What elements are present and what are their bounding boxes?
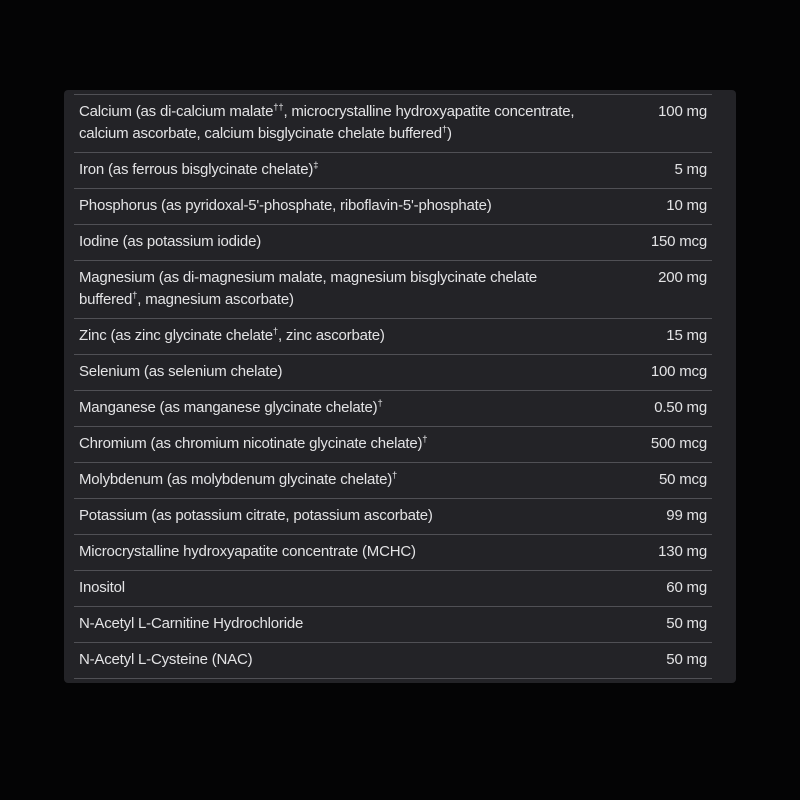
table-row bbox=[74, 570, 712, 606]
ingredient-name: Manganese (as manganese glycinate chelate)† bbox=[79, 398, 383, 416]
table-row bbox=[74, 642, 712, 678]
ingredient-name: Potassium (as potassium citrate, potassium ascorbate) bbox=[79, 507, 433, 524]
ingredient-amount: 60 mg bbox=[666, 579, 707, 596]
ingredient-amount: 100 mg bbox=[658, 103, 707, 120]
ingredient-name: Magnesium (as di-magnesium malate, magnesium bisglycinate chelate buffered†, magnesium ascorbate) bbox=[79, 269, 538, 308]
ingredient-name: Iodine (as potassium iodide) bbox=[79, 233, 262, 250]
ingredient-amount: 150 mcg bbox=[650, 233, 707, 250]
ingredient-amount: 100 mcg bbox=[650, 363, 707, 380]
ingredient-amount: 15 mg bbox=[666, 327, 707, 344]
table-row bbox=[74, 426, 712, 462]
table-row bbox=[74, 94, 712, 152]
ingredient-name: Zinc (as zinc glycinate chelate†, zinc ascorbate) bbox=[79, 326, 385, 344]
table-row bbox=[74, 188, 712, 224]
table-row bbox=[74, 498, 712, 534]
ingredient-name: Phosphorus (as pyridoxal-5'-phosphate, riboflavin-5'-phosphate) bbox=[79, 197, 492, 214]
ingredient-name: Inositol bbox=[79, 579, 125, 596]
ingredient-amount: 200 mg bbox=[658, 269, 707, 286]
table-row bbox=[74, 318, 712, 354]
ingredient-name: Iron (as ferrous bisglycinate chelate)‡ bbox=[79, 160, 319, 178]
ingredient-amount: 50 mg bbox=[666, 615, 707, 632]
ingredient-name: Selenium (as selenium chelate) bbox=[79, 363, 283, 380]
ingredient-name: N-Acetyl L-Carnitine Hydrochloride bbox=[79, 615, 304, 632]
ingredient-name: Molybdenum (as molybdenum glycinate chelate)† bbox=[79, 470, 398, 488]
ingredient-name: Microcrystalline hydroxyapatite concentrate (MCHC) bbox=[79, 543, 416, 560]
table-row bbox=[74, 260, 712, 318]
ingredient-amount: 10 mg bbox=[666, 197, 707, 214]
table-row bbox=[74, 152, 712, 188]
table-row bbox=[74, 606, 712, 642]
table-row bbox=[74, 462, 712, 498]
ingredient-amount: 50 mg bbox=[666, 651, 707, 668]
table-row bbox=[74, 224, 712, 260]
table-row bbox=[74, 390, 712, 426]
ingredient-amount: 50 mcg bbox=[659, 471, 707, 488]
supplement-table bbox=[74, 94, 712, 679]
table-row bbox=[74, 534, 712, 570]
table-row bbox=[74, 354, 712, 390]
ingredient-name: N-Acetyl L-Cysteine (NAC) bbox=[79, 651, 253, 668]
ingredient-name: Chromium (as chromium nicotinate glycinate chelate)† bbox=[79, 434, 428, 452]
ingredient-amount: 130 mg bbox=[658, 543, 707, 560]
ingredient-amount: 0.50 mg bbox=[654, 399, 707, 416]
supplement-facts-panel bbox=[64, 90, 736, 683]
ingredient-amount: 500 mcg bbox=[650, 435, 707, 452]
ingredient-amount: 5 mg bbox=[674, 161, 707, 178]
ingredient-name: Calcium (as di-calcium malate††, microcrystalline hydroxyapatite concentrate, calcium ascorbate, calcium bisglycinate chelate buffered†) bbox=[79, 102, 575, 142]
ingredient-amount: 99 mg bbox=[666, 507, 707, 524]
